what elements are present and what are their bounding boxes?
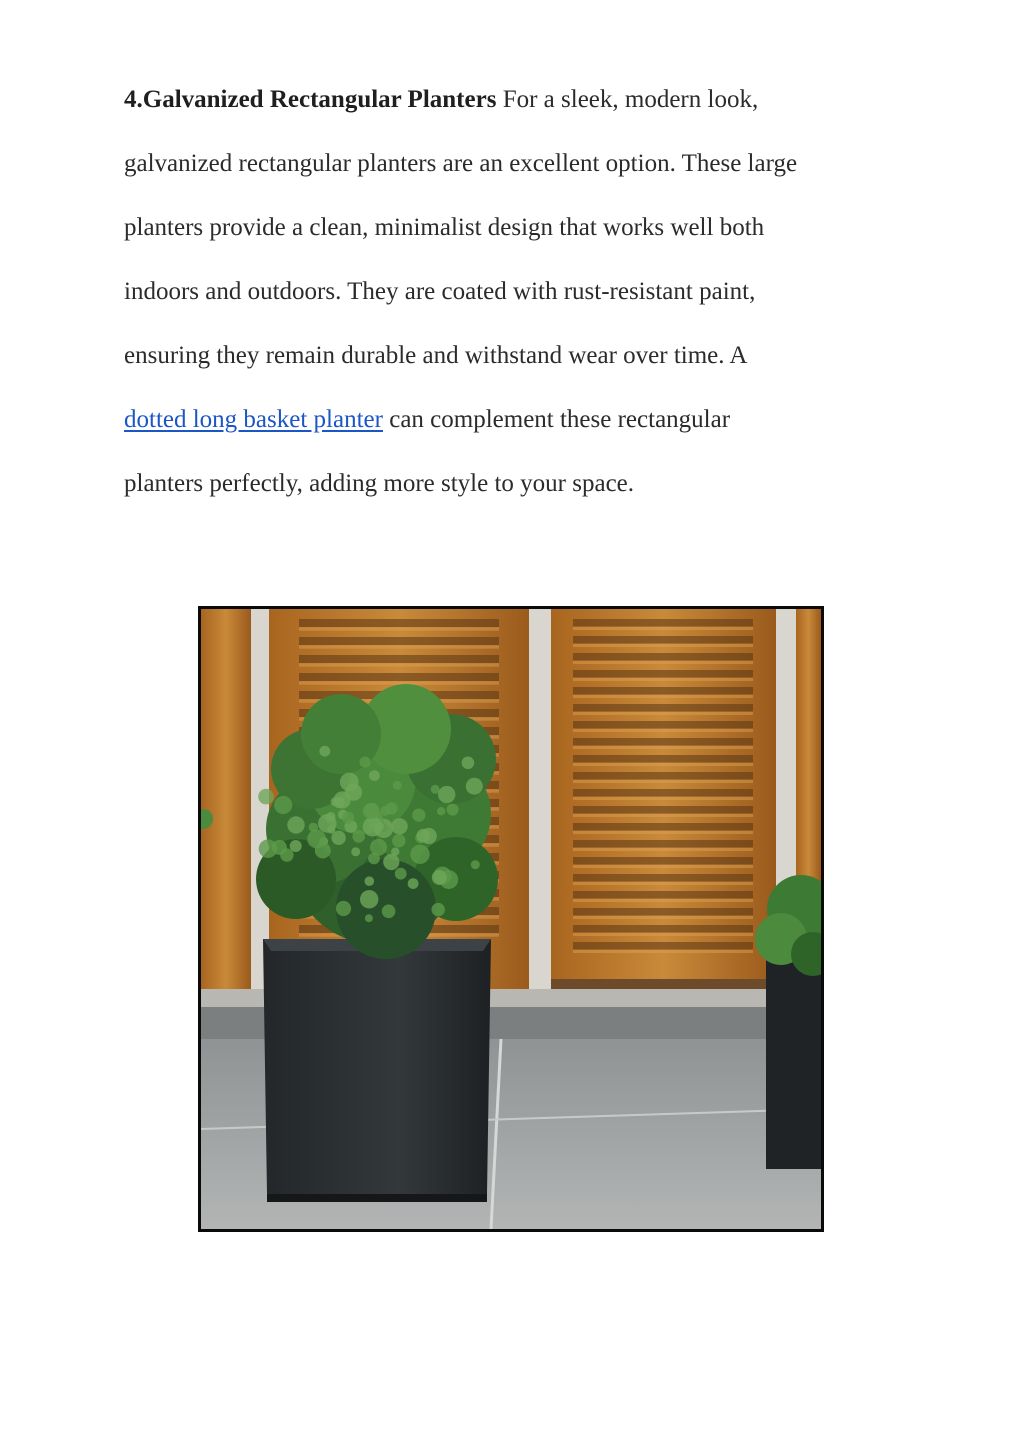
leaf-highlight bbox=[462, 757, 475, 770]
shutter-slat-highlight bbox=[573, 763, 753, 766]
paragraph-line-7: planters perfectly, adding more style to your space. bbox=[124, 470, 635, 497]
leaf-highlight bbox=[417, 829, 431, 843]
shutter-slat bbox=[299, 619, 499, 627]
shutter-slat bbox=[573, 942, 753, 950]
shutter-slat-highlight bbox=[573, 627, 753, 630]
leaf-highlight bbox=[307, 830, 326, 849]
leaf-highlight bbox=[345, 784, 362, 801]
leaf-highlight bbox=[385, 802, 397, 814]
leaf-highlight bbox=[471, 860, 480, 869]
planter-photo bbox=[198, 606, 824, 1232]
leaf-highlight bbox=[258, 789, 274, 805]
planter-shadow bbox=[267, 1194, 487, 1202]
leaf-highlight bbox=[432, 903, 445, 916]
shutter-slat-highlight bbox=[573, 712, 753, 715]
paragraph-line-2: galvanized rectangular planters are an excellent option. These large bbox=[124, 150, 798, 177]
shutter-slat bbox=[573, 925, 753, 933]
shutter-slat bbox=[573, 687, 753, 695]
leaf-highlight bbox=[391, 848, 399, 856]
leaf-highlight bbox=[287, 816, 304, 833]
leaf-highlight bbox=[391, 818, 407, 834]
leaf-highlight bbox=[365, 876, 375, 886]
leaf-highlight bbox=[395, 868, 407, 880]
shutter-slat-highlight bbox=[573, 933, 753, 936]
leaf-highlight bbox=[447, 804, 459, 816]
leaf-highlight bbox=[274, 796, 292, 814]
leaf-highlight bbox=[351, 847, 360, 856]
main-planter bbox=[263, 939, 491, 1194]
shutter-slat bbox=[573, 789, 753, 797]
shutter-slat-highlight bbox=[573, 729, 753, 732]
shutter-slat-highlight bbox=[299, 645, 499, 649]
shutter-slat bbox=[573, 874, 753, 882]
leaf-highlight bbox=[431, 785, 440, 794]
shutter-slat-highlight bbox=[573, 950, 753, 953]
leaf-highlight bbox=[336, 901, 351, 916]
shutter-slat-highlight bbox=[573, 831, 753, 834]
left-wood-panel bbox=[201, 609, 251, 1009]
shutter-slat bbox=[573, 721, 753, 729]
leaf-highlight bbox=[382, 905, 396, 919]
leaf-highlight bbox=[375, 822, 384, 831]
leaf-highlight bbox=[319, 746, 330, 757]
shutter-slat-highlight bbox=[573, 882, 753, 885]
paragraph-text: For a sleek, modern look, bbox=[502, 86, 759, 113]
shutter-slat bbox=[573, 755, 753, 763]
shutter-slat-highlight bbox=[299, 627, 499, 631]
leaf-highlight bbox=[290, 840, 302, 852]
shutter-slat bbox=[573, 619, 753, 627]
leaf-highlight bbox=[259, 839, 278, 858]
right-partial-planter bbox=[766, 959, 821, 1169]
paragraph-line-5: ensuring they remain durable and withstand wear over time. A bbox=[124, 342, 748, 369]
shutter-slat-highlight bbox=[573, 814, 753, 817]
shutter-slat bbox=[573, 840, 753, 848]
leaf-highlight bbox=[410, 845, 429, 864]
shutter-slat-highlight bbox=[299, 681, 499, 685]
paragraph-text: can complement these rectangular bbox=[389, 406, 731, 433]
leaf-highlight bbox=[318, 814, 337, 833]
leaf-highlight bbox=[365, 914, 373, 922]
leaf-highlight bbox=[412, 809, 425, 822]
shutter-slat bbox=[573, 738, 753, 746]
paragraph-line-3: planters provide a clean, minimalist design that works well both bbox=[124, 214, 765, 241]
leaf-highlight bbox=[369, 770, 380, 781]
shutter-slat bbox=[573, 806, 753, 814]
shutter-slat bbox=[573, 891, 753, 899]
leaf-highlight bbox=[432, 870, 447, 885]
shutter-slat bbox=[573, 704, 753, 712]
shutter-slat bbox=[299, 637, 499, 645]
shutter-slat-highlight bbox=[573, 678, 753, 681]
leaf-highlight bbox=[331, 797, 340, 806]
shutter-slat bbox=[573, 857, 753, 865]
shutter-slat-highlight bbox=[573, 661, 753, 664]
leaf-highlight bbox=[360, 890, 378, 908]
leaf-highlight bbox=[466, 778, 483, 795]
dotted-long-basket-planter-link[interactable]: dotted long basket planter bbox=[124, 406, 383, 433]
section-heading: 4.Galvanized Rectangular Planters bbox=[124, 86, 497, 113]
shutter-slat bbox=[573, 636, 753, 644]
shutter-slat-highlight bbox=[573, 746, 753, 749]
shutter-slat-highlight bbox=[299, 663, 499, 667]
shutter-slat-highlight bbox=[573, 899, 753, 902]
leaf-highlight bbox=[437, 807, 445, 815]
leaf-highlight bbox=[408, 878, 419, 889]
shutter-slat bbox=[573, 823, 753, 831]
shutter-slat bbox=[299, 673, 499, 681]
shutter-slat bbox=[573, 908, 753, 916]
shutter-slat-highlight bbox=[573, 797, 753, 800]
leaf-highlight bbox=[342, 812, 354, 824]
shutter-slat-highlight bbox=[573, 695, 753, 698]
leaf-highlight bbox=[393, 781, 402, 790]
leaf-highlight bbox=[383, 854, 399, 870]
paragraph-line-4: indoors and outdoors. They are coated with rust-resistant paint, bbox=[124, 278, 756, 305]
shutter-slat-highlight bbox=[573, 865, 753, 868]
shutter-slat-highlight bbox=[573, 848, 753, 851]
planter-photo-illustration bbox=[201, 609, 821, 1229]
shutter-slat-highlight bbox=[573, 780, 753, 783]
leaf-highlight bbox=[392, 834, 405, 847]
shutter-slat-highlight bbox=[573, 644, 753, 647]
leaf-highlight bbox=[360, 757, 371, 768]
shutter-slat-highlight bbox=[573, 916, 753, 919]
article-paragraph bbox=[124, 68, 904, 516]
leaf-highlight bbox=[363, 803, 379, 819]
paragraph-line-6 bbox=[124, 388, 904, 452]
paragraph-line-1 bbox=[124, 68, 904, 132]
shutter-slat bbox=[299, 655, 499, 663]
shutter-slat bbox=[573, 772, 753, 780]
shutter-slat bbox=[573, 653, 753, 661]
center-post bbox=[529, 609, 551, 1039]
shutter-slat bbox=[573, 670, 753, 678]
leaf-highlight bbox=[438, 786, 455, 803]
leaf-highlight bbox=[352, 830, 365, 843]
leaf-highlight bbox=[368, 853, 380, 865]
leaf-highlight bbox=[331, 831, 345, 845]
